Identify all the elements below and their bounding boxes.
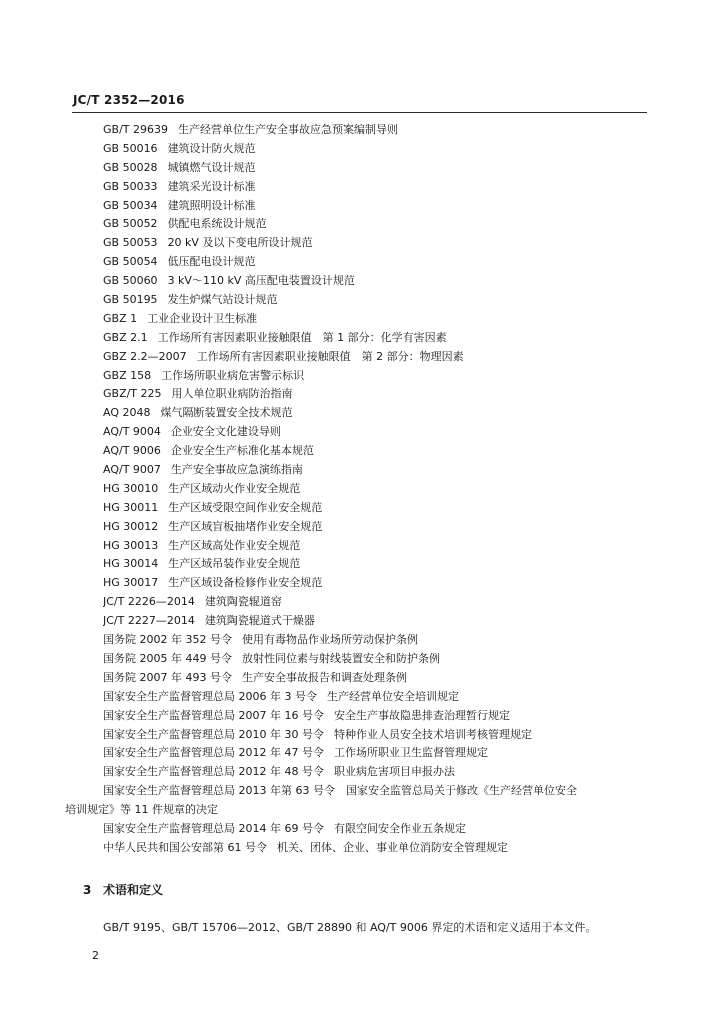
- reference-title: 建筑照明设计标准: [167, 198, 256, 212]
- reference-code: GB 50016: [103, 141, 158, 155]
- reference-title: 3 kV～110 kV 高压配电装置设计规范: [167, 274, 355, 288]
- reference-item: [103, 140, 651, 159]
- reference-code: AQ/T 9007: [103, 463, 161, 477]
- reference-item: [103, 423, 651, 442]
- reference-item: [103, 650, 651, 669]
- reference-code: GB 50054: [103, 255, 158, 269]
- reference-item: [103, 669, 651, 688]
- reference-item: [103, 348, 651, 367]
- reference-title: 生产安全事故应急演练指南: [170, 463, 303, 477]
- section-title: 术语和定义: [103, 883, 164, 897]
- reference-code: HG 30010: [103, 481, 159, 495]
- reference-code: 国家安全生产监督管理总局 2010 年 30 号令: [103, 727, 324, 741]
- section-number: 3: [83, 883, 92, 897]
- reference-code: HG 30012: [103, 519, 159, 533]
- reference-title: 生产区域受限空间作业安全规范: [168, 500, 323, 514]
- reference-code: GBZ 2.2—2007: [103, 349, 187, 363]
- reference-code: 国务院 2005 年 449 号令: [103, 651, 232, 665]
- reference-item: [103, 726, 651, 745]
- reference-item: [103, 518, 651, 537]
- reference-title: 建筑采光设计标准: [167, 179, 256, 193]
- reference-title: 机关、团体、企业、事业单位消防安全管理规定: [277, 840, 508, 854]
- reference-title: 工业企业设计卫生标准: [147, 311, 258, 325]
- reference-code: HG 30014: [103, 557, 159, 571]
- reference-code: HG 30017: [103, 576, 159, 590]
- reference-title: 生产区域高处作业安全规范: [168, 538, 301, 552]
- reference-item: [103, 215, 651, 234]
- reference-code: 国家安全生产监督管理总局 2007 年 16 号令: [103, 708, 324, 722]
- reference-title: 生产区域动火作业安全规范: [168, 481, 301, 495]
- reference-item: [103, 537, 651, 556]
- reference-item: [103, 253, 651, 272]
- reference-code: GBZ 158: [103, 368, 152, 382]
- reference-item: [103, 499, 651, 518]
- reference-code: GB 50033: [103, 179, 158, 193]
- reference-item: [103, 404, 651, 423]
- reference-code: HG 30013: [103, 538, 159, 552]
- reference-code: HG 30011: [103, 500, 159, 514]
- reference-code: GBZ/T 225: [103, 387, 162, 401]
- reference-code: AQ/T 9006: [103, 444, 161, 458]
- reference-title: 发生炉煤气站设计规范: [167, 293, 278, 307]
- reference-item: [103, 197, 651, 216]
- page-number: 2: [92, 949, 99, 962]
- reference-code: GB 50034: [103, 198, 158, 212]
- body-paragraph: GB/T 9195、GB/T 15706—2012、GB/T 28890 和 AQ/T 9006 界定的术语和定义适用于本文件。: [103, 921, 597, 934]
- reference-item: [103, 121, 651, 140]
- reference-item: [103, 688, 651, 707]
- reference-item: [103, 480, 651, 499]
- reference-title: 生产经营单位安全培训规定: [326, 689, 459, 703]
- reference-title: 建筑陶瓷辊道式干燥器: [204, 614, 315, 628]
- reference-title: 生产区域盲板抽堵作业安全规范: [168, 519, 323, 533]
- reference-item: [103, 310, 651, 329]
- reference-item: [103, 178, 651, 197]
- reference-code: AQ 2048: [103, 406, 151, 420]
- reference-code: JC/T 2226—2014: [103, 595, 195, 609]
- reference-title: 供配电系统设计规范: [167, 217, 267, 231]
- reference-code: 国家安全生产监督管理总局 2012 年 48 号令: [103, 765, 324, 779]
- reference-title: 建筑陶瓷辊道窑: [204, 595, 282, 609]
- reference-title: 特种作业人员安全技术培训考核管理规定: [333, 727, 532, 741]
- reference-title: 生产经营单位生产安全事故应急预案编制导则: [178, 123, 398, 136]
- reference-title: 城镇燃气设计规范: [167, 160, 256, 174]
- reference-item: [103, 367, 651, 386]
- reference-code: 国家安全生产监督管理总局 2006 年 3 号令: [103, 689, 317, 703]
- reference-item: [103, 744, 651, 763]
- reference-code: GB 50053: [103, 236, 158, 250]
- reference-code: 国家安全生产监督管理总局 2014 年 69 号令: [103, 821, 324, 835]
- reference-code: 国家安全生产监督管理总局 2012 年 47 号令: [103, 746, 324, 760]
- reference-item: [103, 707, 651, 726]
- reference-title: 低压配电设计规范: [167, 255, 256, 269]
- reference-code: GBZ 1: [103, 311, 138, 325]
- reference-code: GB/T 29639: [103, 123, 168, 136]
- reference-title: 企业安全生产标准化基本规范: [170, 444, 314, 458]
- reference-item: [103, 820, 651, 839]
- reference-item: [103, 329, 651, 348]
- reference-title: 煤气隔断装置安全技术规范: [160, 406, 293, 420]
- reference-code: 国务院 2007 年 493 号令: [103, 670, 232, 684]
- reference-code: GB 50195: [103, 293, 158, 307]
- reference-item: [103, 442, 651, 461]
- reference-code: GB 50052: [103, 217, 158, 231]
- section-heading: [83, 881, 163, 898]
- reference-code: GB 50028: [103, 160, 158, 174]
- reference-title: 工作场所有害因素职业接触限值 第 1 部分：化学有害因素: [157, 330, 447, 344]
- reference-item: [103, 593, 651, 612]
- reference-title: 工作场所有害因素职业接触限值 第 2 部分：物理因素: [196, 349, 464, 363]
- reference-item: [103, 272, 651, 291]
- reference-item-wrapped: [65, 782, 651, 820]
- reference-title: 工作场所职业卫生监督管理规定: [333, 746, 488, 760]
- header-rule: [72, 112, 647, 113]
- reference-item: [103, 291, 651, 310]
- reference-title: 生产区域设备检修作业安全规范: [168, 576, 323, 590]
- normative-references-list: [65, 121, 651, 858]
- reference-title: 职业病危害项目申报办法: [333, 765, 455, 779]
- reference-title: 用人单位职业病防治指南: [171, 387, 293, 401]
- reference-code: AQ/T 9004: [103, 425, 161, 439]
- document-standard-id: JC/T 2352—2016: [73, 93, 185, 107]
- reference-code: GB 50060: [103, 274, 158, 288]
- reference-title: 生产区域吊装作业安全规范: [168, 557, 301, 571]
- reference-title: 使用有毒物品作业场所劳动保护条例: [241, 633, 418, 647]
- reference-title: 安全生产事故隐患排查治理暂行规定: [333, 708, 510, 722]
- reference-item: [103, 159, 651, 178]
- reference-item: [103, 839, 651, 858]
- reference-item: [103, 461, 651, 480]
- reference-code: 国务院 2002 年 352 号令: [103, 633, 232, 647]
- reference-item: [103, 385, 651, 404]
- reference-title: 工作场所职业病危害警示标识: [161, 368, 305, 382]
- reference-code: JC/T 2227—2014: [103, 614, 195, 628]
- reference-title: 建筑设计防火规范: [167, 141, 256, 155]
- reference-title: 生产安全事故报告和调查处理条例: [241, 670, 407, 684]
- reference-item: [103, 612, 651, 631]
- reference-title: 有限空间安全作业五条规定: [333, 821, 466, 835]
- reference-title: 20 kV 及以下变电所设计规范: [167, 236, 313, 250]
- reference-line-continuation: 培训规定》等 11 件规章的决定: [65, 803, 218, 817]
- reference-item: [103, 574, 651, 593]
- reference-code: 中华人民共和国公安部第 61 号令: [103, 840, 267, 854]
- reference-code: GBZ 2.1: [103, 330, 148, 344]
- reference-item: [103, 555, 651, 574]
- reference-item: [103, 631, 651, 650]
- reference-title: 企业安全文化建设导则: [170, 425, 281, 439]
- reference-title: 放射性同位素与射线装置安全和防护条例: [241, 651, 440, 665]
- reference-line-first: 国家安全生产监督管理总局 2013 年第 63 号令 国家安全监管总局关于修改《生产经营单位安全: [103, 784, 577, 798]
- reference-item: [103, 234, 651, 253]
- reference-item: [103, 763, 651, 782]
